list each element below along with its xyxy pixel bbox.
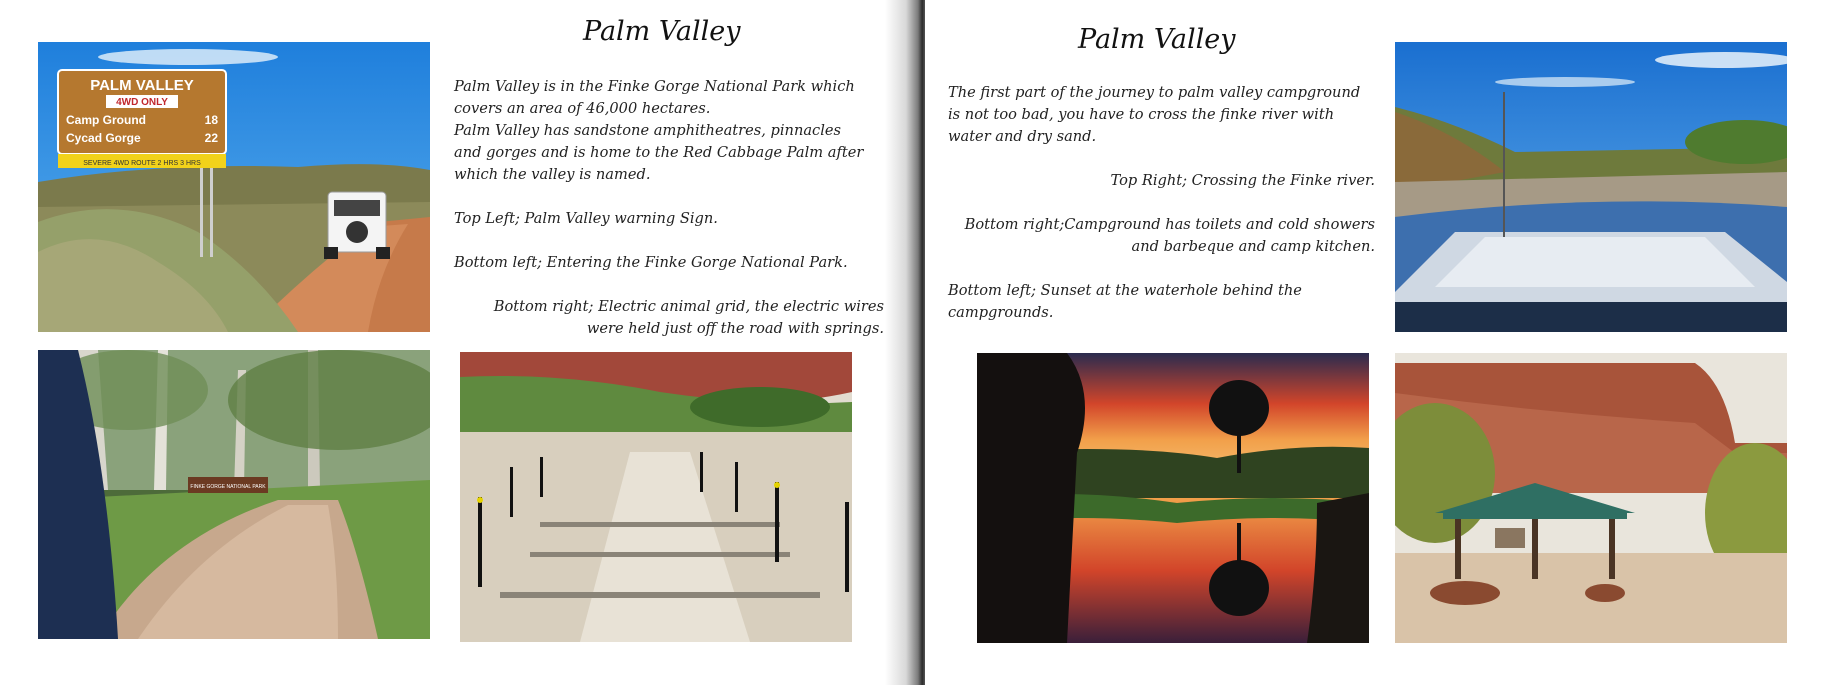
intro-line: water and dry sand.: [948, 128, 1097, 145]
right-page: [925, 0, 1827, 685]
park-sign-text: FINKE GORGE NATIONAL PARK: [190, 484, 266, 490]
caption-bottom-right-line: Bottom right;Campground has toilets and cold showers: [964, 216, 1375, 233]
intro-line: which the valley is named.: [454, 166, 651, 183]
photo-palm-valley-sign: [38, 42, 430, 332]
intro-line: is not too bad, you have to cross the finke river with: [948, 106, 1335, 123]
caption-bottom-right-line: and barbeque and camp kitchen.: [1131, 238, 1375, 255]
sign-badge: 4WD ONLY: [116, 97, 168, 108]
caption-bottom-left-line: Bottom left; Sunset at the waterhole behind the: [948, 282, 1302, 299]
caption-top-right: Top Right; Crossing the Finke river.: [1110, 172, 1375, 189]
page-title: Palm Valley: [583, 16, 741, 47]
intro-paragraph: [948, 82, 1375, 324]
caption-bottom-left-line: campgrounds.: [948, 304, 1054, 321]
photo-entering-finke-gorge: [38, 350, 430, 639]
page-title: Palm Valley: [1078, 24, 1236, 55]
photo-campground-shelter: [1395, 353, 1787, 643]
intro-line: Palm Valley has sandstone amphitheatres, pinnacles: [454, 122, 842, 139]
sign-row2-value: 22: [204, 131, 218, 145]
left-page: [0, 0, 905, 685]
intro-line: covers an area of 46,000 hectares.: [454, 100, 711, 117]
intro-line: Palm Valley is in the Finke Gorge National Park which: [454, 78, 855, 95]
caption-top-left: Top Left; Palm Valley warning Sign.: [454, 210, 718, 227]
photo-crossing-finke-river: [1395, 42, 1787, 332]
sign-row2-label: Cycad Gorge: [66, 131, 141, 145]
sign-warning: SEVERE 4WD ROUTE 2 HRS 3 HRS: [83, 160, 201, 167]
caption-bottom-right-line: were held just off the road with springs.: [586, 320, 884, 337]
intro-line: The first part of the journey to palm valley campground: [948, 84, 1361, 101]
photo-electric-animal-grid: [460, 352, 852, 642]
intro-paragraph: [454, 76, 884, 340]
intro-line: and gorges and is home to the Red Cabbage Palm after: [454, 144, 864, 161]
caption-bottom-left: Bottom left; Entering the Finke Gorge National Park.: [454, 254, 848, 271]
sign-row1-label: Camp Ground: [66, 113, 146, 127]
sign-row1-value: 18: [204, 113, 218, 127]
photo-sunset-waterhole: [977, 353, 1369, 643]
sign-title: PALM VALLEY: [90, 77, 194, 94]
caption-bottom-right-line: Bottom right; Electric animal grid, the electric wires: [493, 298, 884, 315]
